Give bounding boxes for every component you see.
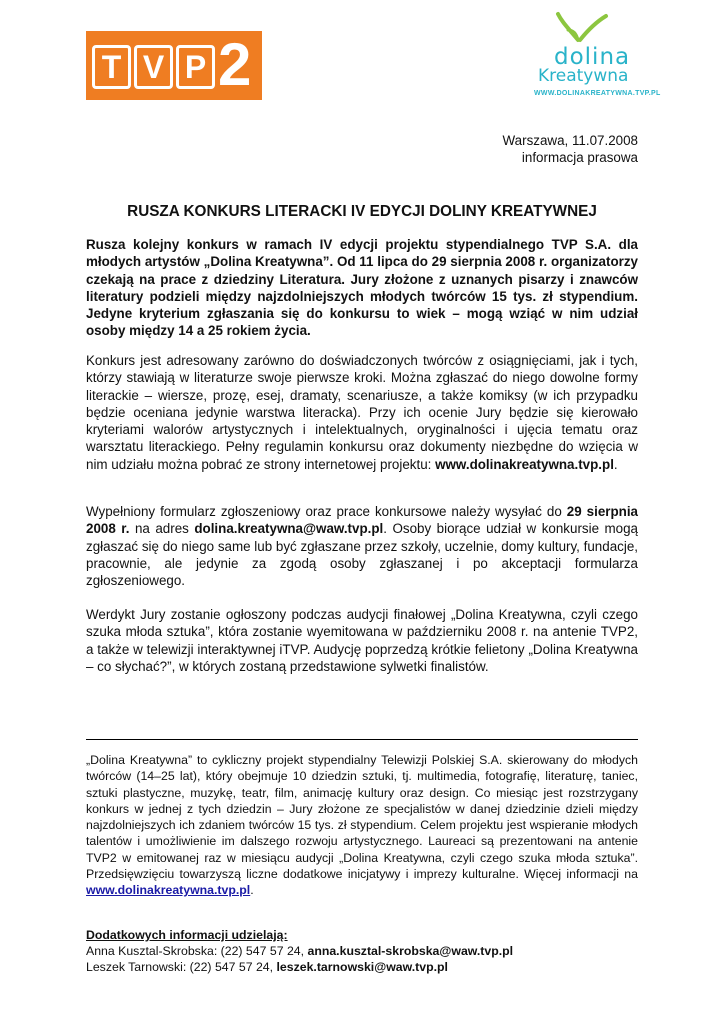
contact-info [86,928,638,975]
paragraph-2-text-2: na adres [129,521,195,537]
dolina-logo-word2: Kreatywna [538,66,629,86]
document-type: informacja prasowa [521,150,638,165]
contact-person-2-email: leszek.tarnowski@waw.tvp.pl [276,959,448,974]
footnote-end: . [250,883,254,898]
contact-person-1 [86,944,638,960]
contact-person-2 [86,960,638,976]
paragraph-1-text: Konkurs jest adresowany zarówno do doświadczonych twórców z osiągnięciami, jak i tych, którzy stawiają w literaturze swoje pierwsze kroki. Można zgłaszać do niego dowolne formy literackie – wiersze, prozę, esej, dramaty, scenariusze, a także komiksy (w ich przypadku będzie oceniana jedynie warstwa literacka). Przy ich ocenie Jury będzie się kierowało kryteriami walorów artystycznych i intelektualnych, oryginalności i ujęcia tematu oraz warsztatu literackiego. Pełny regulamin konkursu oraz dokumenty niezbędne do wzięcia w nim udziału można pobrać ze strony internetowej projektu: [86,353,638,472]
place-date: Warszawa, 11.07.2008 [502,133,638,148]
page-title: RUSZA KONKURS LITERACKI IV EDYCJI DOLINY KREATYWNEJ [127,203,597,220]
paragraph-1-end: . [613,456,618,472]
paragraph-1 [86,352,638,473]
deadline-date: 29 sierpnia 2008 r. [86,504,639,537]
paragraph-2-text-1: Wypełniony formularz zgłoszeniowy oraz prace konkursowe należy wysyłać do [86,504,567,519]
dolina-logo-url: WWW.DOLINAKREATYWNA.TVP.PL [534,90,661,97]
paragraph-3: Werdykt Jury zostanie ogłoszony podczas audycji finałowej „Dolina Kreatywna, czyli czego szuka młoda sztuka”, która zostanie wyemitowana w październiku 2008 r. na antenie TVP2, a także w telewizji interaktywnej iTVP. Audycję poprzedzą krótkie felietony „Dolina Kreatywna – co słychać?”, w których zostaną przedstawione sylwetki finalistów. [86,607,638,674]
tvp-logo-letter-t: T [92,45,131,89]
footnote-website-link[interactable]: www.dolinakreatywna.tvp.pl [86,883,251,898]
sprout-icon [528,8,644,48]
dolina-kreatywna-logo [528,8,661,104]
submission-email: dolina.kreatywna@waw.tvp.pl [194,521,384,537]
project-website-link: www.dolinakreatywna.tvp.pl [435,456,614,472]
dolina-logo-word1: dolina [554,44,631,70]
tvp-logo-letter-p: P [176,45,215,89]
tvp-logo-number: 2 [218,31,252,98]
contact-heading: Dodatkowych informacji udzielają: [86,928,288,942]
lead-paragraph: Rusza kolejny konkurs w ramach IV edycji projektu stypendialnego TVP S.A. dla młodych artystów „Dolina Kreatywna”. Od 11 lipca do 29 sierpnia 2008 r. organizatorzy czekają na prace z dziedziny Literatura. Jury złożone z uznanych pisarzy i znawców literatury podzieli między najzdolniejszych młodych twórców 15 tys. zł stypendium. Jedyne kryterium zgłaszania się do konkursu to wiek – mogą wziąć w nim udział osoby między 14 a 25 rokiem życia. [86,237,638,339]
contact-person-2-name: Leszek Tarnowski: (22) 547 57 24, [86,959,277,974]
tvp-logo-letter-v: V [134,45,173,89]
footnote [86,752,638,899]
paragraph-2-text-3: . Osoby biorące udział w konkursie mogą zgłaszać się do niego same lub być zgłaszane przez szkoły, uczelnie, domy kultury, fundacje, pracownie, ale jedynie za zgodą osoby zgłaszanej i po akceptacji formularza zgłoszeniowego. [86,521,639,589]
contact-person-1-name: Anna Kusztal-Skrobska: (22) 547 57 24, [86,943,308,958]
dateline [503,132,638,166]
footnote-text: „Dolina Kreatywna” to cykliczny projekt stypendialny Telewizji Polskiej S.A. skierowany do młodych twórców (14–25 lat), który obejmuje 10 dziedzin sztuki, tj. multimedia, fotografię, literaturę, taniec, sztuki plastyczne, muzykę, teatr, film, animację kultury oraz design. Co miesiąc jest rozstrzygany konkurs w jednej z tych dziedzin – Jury złożone ze specjalistów w danej dziedzinie dzieli między najzdolniejszych ich zdaniem twórców 15 tys. zł stypendium. Celem projektu jest wspieranie młodych talentów i umożliwienie im dalszego rozwoju artystycznego. Laureaci są prezentowani na antenie TVP2 w emitowanej raz w miesiącu audycji „Dolina Kreatywna, czyli czego szuka młoda sztuka”. Przedsięwzięciu towarzyszą liczne dodatkowe inicjatywy i imprezy kulturalne. Więcej informacji na [86,753,638,882]
tvp2-logo [86,31,262,100]
contact-person-1-email: anna.kusztal-skrobska@waw.tvp.pl [307,943,514,958]
paragraph-2 [86,503,638,589]
footnote-divider [86,739,638,740]
